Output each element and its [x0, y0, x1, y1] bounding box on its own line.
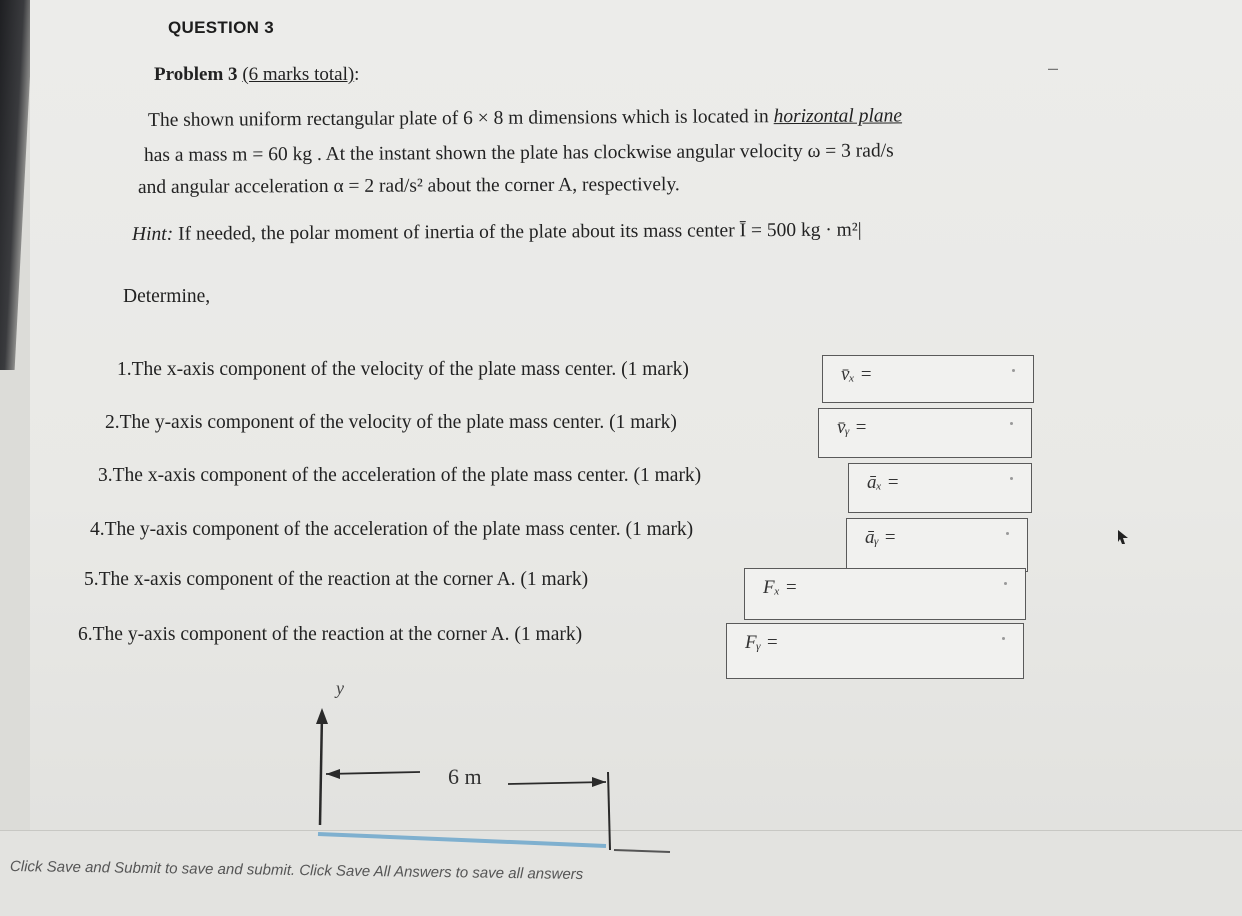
- problem-title: [154, 64, 359, 86]
- dimension-line-left: [326, 772, 420, 774]
- answer-label-fx: Fₓ =: [763, 577, 798, 598]
- cursor-arrow-icon: [1116, 529, 1130, 545]
- problem-marks: (6 marks total): [242, 64, 355, 85]
- mouse-cursor: [1116, 529, 1130, 550]
- answer-input-vx[interactable]: [822, 355, 1034, 403]
- y-axis-line: [320, 714, 322, 825]
- answer-input-ay[interactable]: [846, 518, 1028, 572]
- field-marker: [1010, 477, 1013, 480]
- field-marker: [1010, 422, 1013, 425]
- problem-line-2: has a mass m = 60 kg . At the instant shown the plate has clockwise angular velocity ω = 3 rad/s: [143, 140, 894, 166]
- y-axis-arrowhead: [316, 708, 328, 724]
- item-3: 3.The x-axis component of the acceleration of the plate mass center. (1 mark): [98, 465, 702, 486]
- item-6: 6.The y-axis component of the reaction at the corner A. (1 mark): [78, 624, 583, 645]
- field-marker: [1002, 637, 1005, 640]
- problem-line-3: and angular acceleration α = 2 rad/s² about the corner A, respectively.: [137, 174, 680, 198]
- question-title: QUESTION 3: [168, 18, 274, 37]
- answer-label-vx: v̄ₓ =: [841, 364, 873, 385]
- field-marker: [1006, 532, 1009, 535]
- device-bezel: [0, 0, 34, 370]
- hint-label: Hint:: [131, 223, 174, 245]
- dimension-extension-line: [608, 772, 610, 850]
- answer-label-fy: Fᵧ =: [745, 632, 779, 653]
- problem-line-1-text: The shown uniform rectangular plate of 6 × 8 m dimensions which is located in: [147, 106, 774, 131]
- collapse-icon[interactable]: –: [1048, 58, 1059, 78]
- plate-edge: [318, 834, 606, 846]
- dimension-arrow-right: [592, 777, 606, 787]
- item-5: 5.The x-axis component of the reaction at the corner A. (1 mark): [84, 569, 589, 590]
- problem-label: Problem 3: [154, 64, 238, 85]
- field-marker: [1004, 582, 1007, 585]
- item-4: 4.The y-axis component of the acceleration of the plate mass center. (1 mark): [90, 519, 694, 540]
- dimension-arrow-left: [326, 769, 340, 779]
- problem-line-1: [148, 105, 902, 132]
- answer-label-ax: āₓ =: [867, 472, 900, 493]
- answer-input-vy[interactable]: [818, 408, 1032, 458]
- dimension-line-right: [508, 782, 606, 784]
- y-axis-label: y: [336, 678, 344, 698]
- problem-line-1-emphasis: horizontal plane: [773, 105, 903, 128]
- determine-label: Determine,: [123, 286, 211, 307]
- plate-edge-shadow: [614, 850, 670, 852]
- item-2: 2.The y-axis component of the velocity of the plate mass center. (1 mark): [105, 412, 677, 433]
- field-marker: [1012, 369, 1015, 372]
- hint: [132, 220, 862, 246]
- item-1: 1.The x-axis component of the velocity of the plate mass center. (1 mark): [117, 359, 689, 380]
- answer-input-fy[interactable]: [726, 623, 1024, 679]
- answer-label-vy: v̄ᵧ =: [837, 417, 868, 438]
- answer-input-ax[interactable]: [848, 463, 1032, 513]
- dimension-label: 6 m: [448, 764, 482, 789]
- answer-input-fx[interactable]: [744, 568, 1026, 620]
- answer-label-ay: āᵧ =: [865, 527, 897, 548]
- problem-colon: :: [354, 64, 360, 85]
- footer-instructions: Click Save and Submit to save and submit. Click Save All Answers to save all answers: [9, 858, 584, 884]
- plate-figure: [300, 670, 680, 860]
- hint-text: If needed, the polar moment of inertia of the plate about its mass center Ī = 500 kg · m²|: [173, 219, 862, 245]
